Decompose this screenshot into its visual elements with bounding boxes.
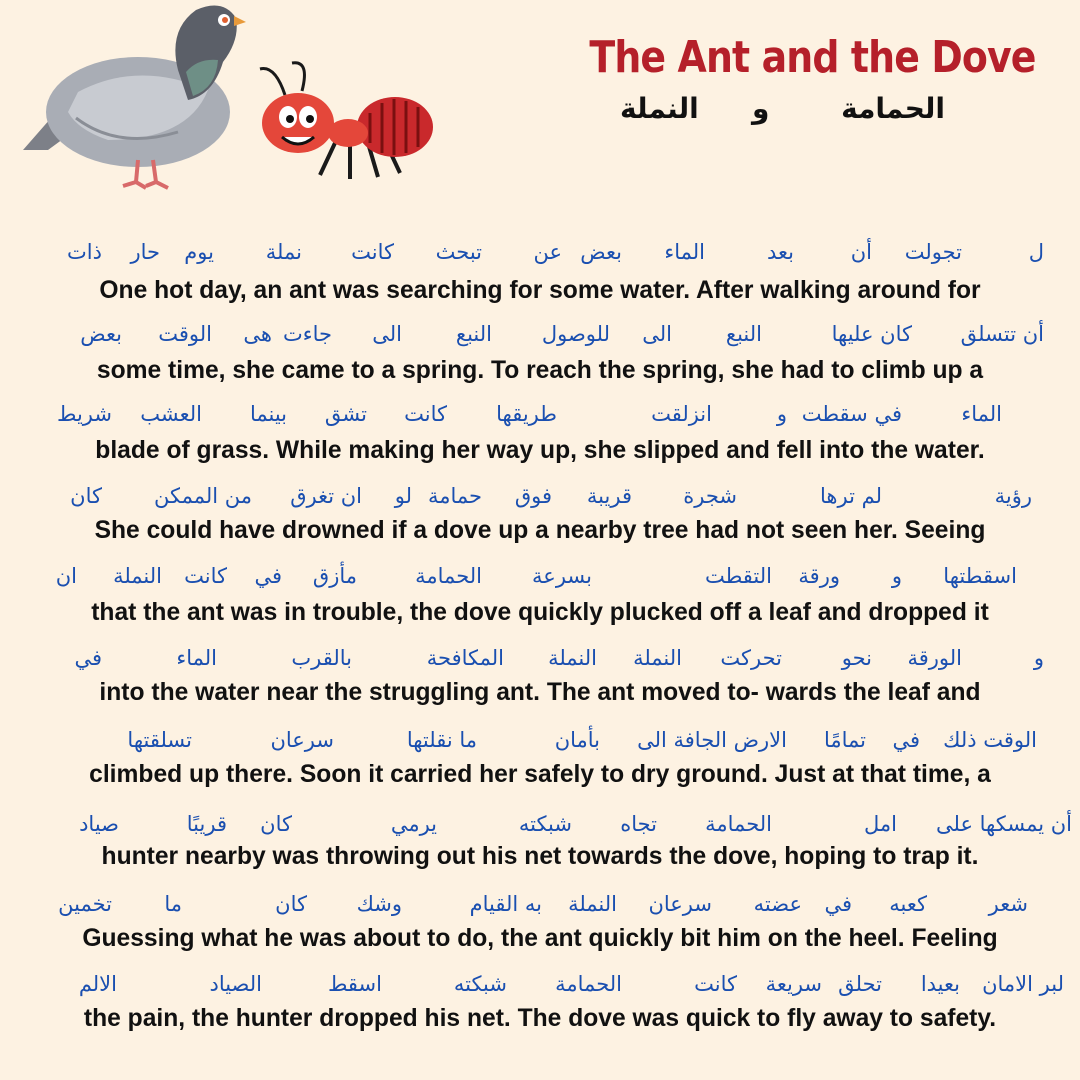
- arabic-word: ما نقلتها: [406, 728, 477, 752]
- arabic-word: التقطت: [704, 564, 772, 588]
- arabic-word: الالم: [78, 972, 117, 996]
- english-line: One hot day, an ant was searching for some water. After walking around for: [99, 276, 981, 304]
- arabic-word: النملة: [568, 892, 617, 916]
- arabic-word: تمامًا: [823, 728, 866, 752]
- arabic-line: [18, 728, 1062, 758]
- arabic-word: سرعان: [270, 728, 334, 752]
- arabic-word: تبحث: [435, 240, 482, 264]
- arabic-word: ان تغرق: [290, 484, 362, 508]
- arabic-word: شبكته: [453, 972, 507, 996]
- arabic-word: المكافحة: [426, 646, 504, 670]
- arabic-word: اسقط: [328, 972, 382, 996]
- arabic-word: الصياد: [209, 972, 262, 996]
- arabic-line: [18, 322, 1062, 352]
- arabic-word: طريقها: [496, 402, 557, 426]
- arabic-word: من الممكن: [153, 484, 252, 508]
- english-line: She could have drowned if a dove up a nearby tree had not seen her. Seeing: [94, 516, 986, 544]
- arabic-word: النملة: [633, 646, 682, 670]
- arabic-word: النملة: [548, 646, 597, 670]
- arabic-word: بعض: [580, 240, 622, 264]
- arabic-line: [18, 484, 1062, 514]
- page-title: The Ant and the Dove: [589, 32, 1036, 83]
- arabic-word: فوق: [514, 484, 552, 508]
- arabic-word: النبع: [455, 322, 492, 346]
- arabic-word: شريط: [57, 402, 112, 426]
- arabic-word: صياد: [79, 812, 119, 836]
- arabic-word: بالقرب: [291, 646, 352, 670]
- english-line: Guessing what he was about to do, the ant quickly bit him on the heel. Feeling: [82, 924, 998, 952]
- arabic-line: [18, 972, 1062, 1002]
- arabic-line: [18, 564, 1062, 594]
- arabic-word: الحمامة: [555, 972, 622, 996]
- arabic-word: شعر: [988, 892, 1028, 916]
- arabic-word: بأمان: [554, 728, 600, 752]
- arabic-line: [18, 240, 1062, 270]
- arabic-word: تجولت: [904, 240, 962, 264]
- arabic-word: بعض: [80, 322, 122, 346]
- arabic-word: كعبه: [889, 892, 927, 916]
- arabic-word: الحمامة: [705, 812, 772, 836]
- arabic-word: و: [891, 564, 902, 588]
- arabic-word: بعد: [767, 240, 794, 264]
- dove-illustration: [18, 0, 248, 200]
- arabic-word: تسلقتها: [127, 728, 192, 752]
- arabic-word: سرعان: [648, 892, 712, 916]
- arabic-title-ant: النملة: [620, 92, 699, 125]
- arabic-word: الجافة الى: [637, 728, 727, 752]
- arabic-word: لم ترها: [820, 484, 882, 508]
- arabic-word: شجرة: [683, 484, 737, 508]
- arabic-word: الوقت: [158, 322, 212, 346]
- arabic-title-and: و: [752, 92, 770, 125]
- arabic-word: في: [824, 892, 852, 916]
- arabic-word: لو: [394, 484, 412, 508]
- arabic-word: هى: [243, 322, 272, 346]
- arabic-word: سريعة: [765, 972, 822, 996]
- arabic-word: قريبًا: [186, 812, 227, 836]
- arabic-word: في: [74, 646, 102, 670]
- english-line: into the water near the struggling ant. The ant moved to- wards the leaf and: [99, 678, 981, 706]
- arabic-word: يرمي: [390, 812, 437, 836]
- arabic-word: تحلق: [838, 972, 882, 996]
- arabic-line: [18, 892, 1062, 922]
- arabic-word: للوصول: [541, 322, 610, 346]
- arabic-word: الحمامة: [415, 564, 482, 588]
- english-line: that the ant was in trouble, the dove quickly plucked off a leaf and dropped it: [91, 598, 989, 626]
- arabic-word: ان: [55, 564, 77, 588]
- arabic-word: الورقة: [907, 646, 962, 670]
- english-line: blade of grass. While making her way up, she slipped and fell into the water.: [95, 436, 985, 464]
- arabic-word: كانت: [404, 402, 447, 426]
- arabic-word: كانت: [184, 564, 227, 588]
- arabic-word: جاءت: [282, 322, 332, 346]
- arabic-word: به القيام: [469, 892, 542, 916]
- arabic-word: يوم: [184, 240, 214, 264]
- arabic-word: العشب: [140, 402, 202, 426]
- arabic-word: أن: [850, 240, 872, 264]
- arabic-word: كانت: [694, 972, 737, 996]
- arabic-word: امل: [864, 812, 897, 836]
- arabic-word: انزلقت: [651, 402, 712, 426]
- arabic-word: قريبة: [586, 484, 632, 508]
- arabic-word: ورقة: [798, 564, 840, 588]
- arabic-line: [18, 646, 1062, 676]
- arabic-word: عضته: [753, 892, 802, 916]
- arabic-word: وشك: [356, 892, 402, 916]
- arabic-word: حمامة: [427, 484, 482, 508]
- english-line: some time, she came to a spring. To reach the spring, she had to climb up a: [96, 356, 984, 384]
- arabic-word: في سقطت: [801, 402, 902, 426]
- arabic-word: رؤية: [994, 484, 1032, 508]
- arabic-line: [18, 402, 1062, 432]
- arabic-word: الى: [642, 322, 672, 346]
- ant-illustration: [250, 55, 440, 195]
- arabic-word: الماء: [961, 402, 1002, 426]
- arabic-word: ما: [164, 892, 182, 916]
- arabic-line: [18, 812, 1072, 842]
- arabic-word: نملة: [265, 240, 302, 264]
- arabic-word: حار: [130, 240, 160, 264]
- arabic-word: تحركت: [720, 646, 782, 670]
- arabic-word: في: [254, 564, 282, 588]
- arabic-word: بسرعة: [532, 564, 592, 588]
- arabic-word: بعيدا: [920, 972, 960, 996]
- arabic-word: و: [776, 402, 787, 426]
- arabic-word: ذات: [67, 240, 102, 264]
- arabic-word: شبكته: [518, 812, 572, 836]
- arabic-word: نحو: [841, 646, 872, 670]
- arabic-word: تخمين: [58, 892, 112, 916]
- arabic-word: الى: [372, 322, 402, 346]
- arabic-word: النبع: [725, 322, 762, 346]
- arabic-word: اسقطتها: [943, 564, 1017, 588]
- arabic-title-dove: الحمامة: [841, 92, 945, 125]
- english-line: climbed up there. Soon it carried her safely to dry ground. Just at that time, a: [89, 760, 991, 788]
- arabic-word: الماء: [176, 646, 217, 670]
- english-line: the pain, the hunter dropped his net. The dove was quick to fly away to safety.: [83, 1004, 997, 1032]
- arabic-word: بينما: [249, 402, 287, 426]
- arabic-word: تشق: [324, 402, 367, 426]
- arabic-word: كانت: [351, 240, 394, 264]
- arabic-word: النملة: [113, 564, 162, 588]
- arabic-word: في: [892, 728, 920, 752]
- arabic-word: مأزق: [312, 564, 357, 588]
- arabic-word: الماء: [664, 240, 705, 264]
- english-line: hunter nearby was throwing out his net towards the dove, hoping to trap it.: [101, 842, 979, 870]
- arabic-word: كان: [260, 812, 292, 836]
- arabic-word: أن تتسلق: [960, 322, 1044, 346]
- arabic-word: الارض: [733, 728, 787, 752]
- arabic-word: عن: [533, 240, 562, 264]
- arabic-word: تجاه: [620, 812, 657, 836]
- arabic-word: كان: [275, 892, 307, 916]
- arabic-word: ل: [1028, 240, 1044, 264]
- arabic-word: الوقت ذلك: [943, 728, 1037, 752]
- arabic-word: و: [1033, 646, 1044, 670]
- arabic-word: كان عليها: [831, 322, 912, 346]
- arabic-word: أن يمسكها على: [936, 812, 1072, 836]
- arabic-word: كان: [70, 484, 102, 508]
- arabic-word: لبر الامان: [982, 972, 1064, 996]
